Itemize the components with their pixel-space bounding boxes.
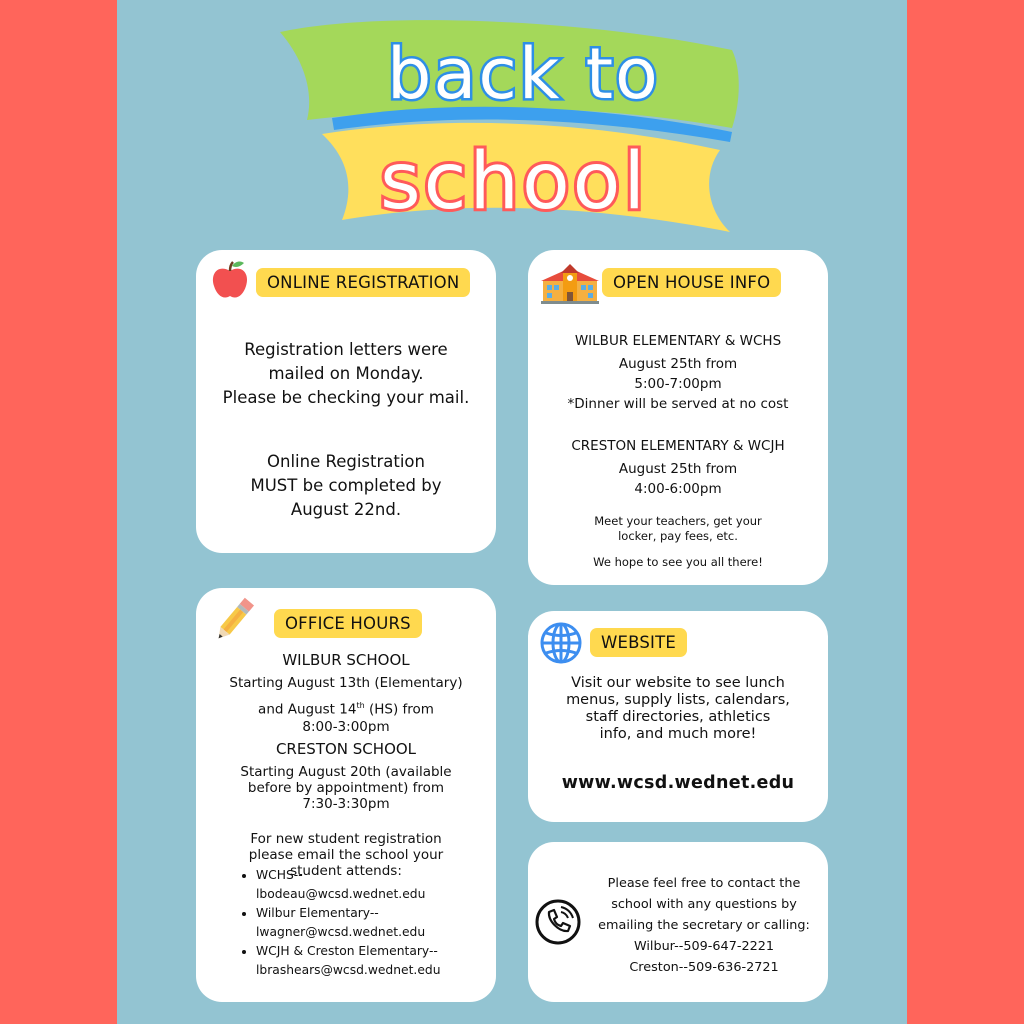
website-url-link[interactable]: www.wcsd.wednet.edu [561, 773, 795, 793]
open-house-school1-title: WILBUR ELEMENTARY & WCHS [574, 333, 782, 349]
open-house-school2-date: August 25th from [618, 461, 738, 477]
email-link[interactable]: lwagner@wcsd.wednet.edu [256, 925, 426, 939]
email-list [236, 866, 441, 980]
open-house-closing: We hope to see you all there! [593, 555, 763, 569]
wilbur-hours: 8:00-3:00pm [302, 719, 390, 735]
wilbur-school-title: WILBUR SCHOOL [282, 651, 410, 669]
creston-hours-text: Starting August 20th (available before by appointment) from 7:30-3:30pm [240, 764, 452, 812]
banner-line2: school [380, 137, 649, 227]
website-heading: WEBSITE [590, 628, 687, 657]
registration-deadline-paragraph: Online Registration MUST be completed by August 22nd. [250, 452, 442, 519]
online-registration-heading: ONLINE REGISTRATION [256, 268, 470, 297]
contact-card [528, 842, 828, 1002]
open-house-school1-date: August 25th from [618, 356, 738, 372]
phone-icon [534, 898, 582, 946]
email-link[interactable]: lbrashears@wcsd.wednet.edu [256, 963, 441, 977]
office-hours-card [196, 588, 496, 1002]
open-house-school1-time: 5:00-7:00pm [634, 376, 722, 392]
contact-text: Please feel free to contact the school with any questions by emailing the secretary or calling: Wilbur--509-647-2221 Creston--509-636-2721 [598, 876, 810, 975]
list-item: • WCHS-- lbodeau@wcsd.wednet.edu [256, 866, 441, 904]
open-house-school2-title: CRESTON ELEMENTARY & WCJH [571, 438, 785, 454]
globe-icon [540, 622, 582, 664]
email-link[interactable]: lbodeau@wcsd.wednet.edu [256, 887, 426, 901]
wilbur-line2: and August 14th (HS) from [258, 701, 434, 718]
online-registration-card [196, 250, 496, 553]
open-house-school2-time: 4:00-6:00pm [634, 481, 722, 497]
registration-letters-paragraph: Registration letters were mailed on Monday. Please be checking your mail. [222, 340, 470, 407]
creston-school-title: CRESTON SCHOOL [275, 740, 417, 758]
back-to-school-banner [262, 10, 762, 250]
wilbur-line1: Starting August 13th (Elementary) [229, 675, 463, 691]
pencil-icon [210, 596, 258, 644]
website-card [528, 611, 828, 822]
school-building-icon [541, 264, 599, 304]
open-house-heading: OPEN HOUSE INFO [602, 268, 781, 297]
apple-icon [208, 258, 252, 302]
list-item: • WCJH & Creston Elementary-- lbrashears@wcsd.wednet.edu [256, 942, 441, 980]
new-student-text: For new student registration please email the school your student attends: [248, 831, 444, 879]
website-description: Visit our website to see lunch menus, supply lists, calendars, staff directories, athletics info, and much more! [566, 675, 790, 742]
open-house-card [528, 250, 828, 585]
open-house-meet-text: Meet your teachers, get your locker, pay fees, etc. [594, 514, 762, 543]
list-item: • Wilbur Elementary-- lwagner@wcsd.wednet.edu [256, 904, 441, 942]
office-hours-heading: OFFICE HOURS [274, 609, 422, 638]
banner-line1: back to [387, 33, 660, 115]
open-house-school1-note: *Dinner will be served at no cost [567, 396, 789, 412]
